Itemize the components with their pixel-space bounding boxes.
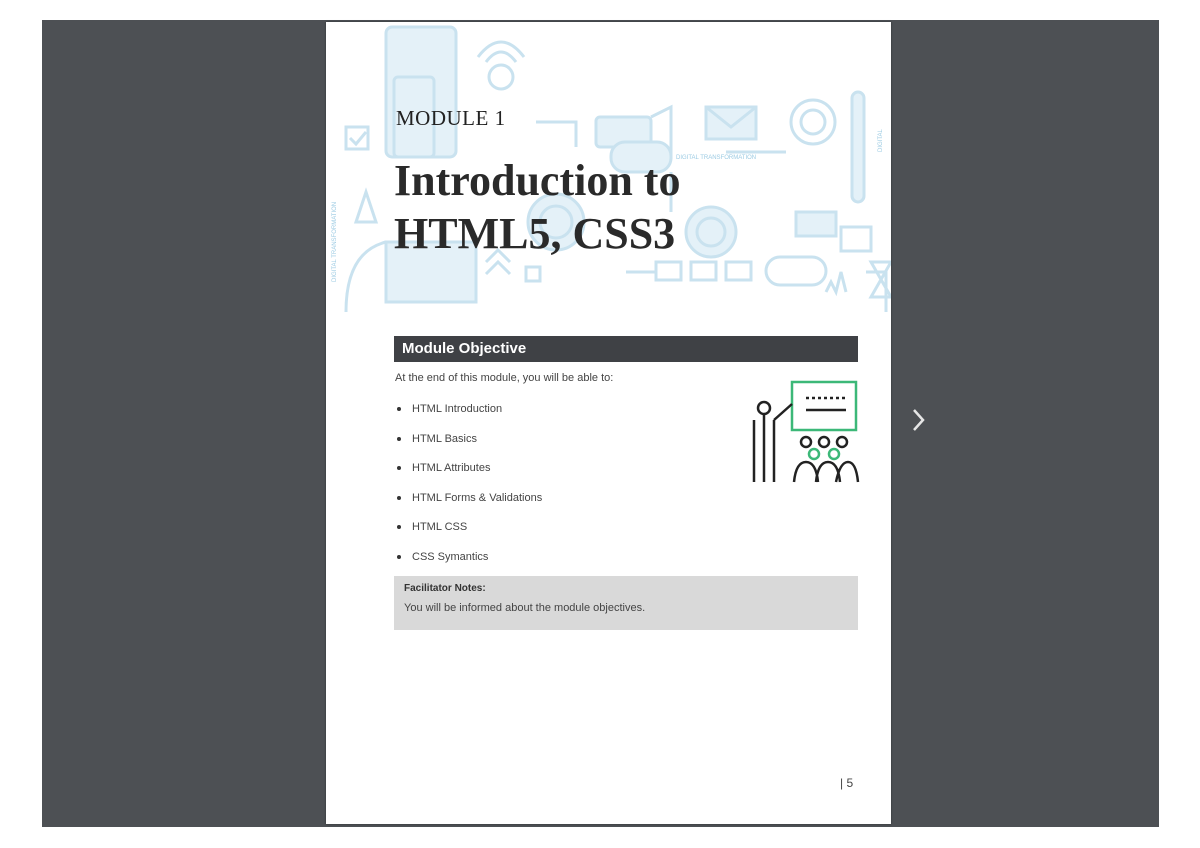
module-label: MODULE 1 <box>396 106 506 130</box>
presenter-icon <box>746 378 861 493</box>
objective-item: HTML Introduction <box>395 398 542 428</box>
objective-intro: At the end of this module, you will be able to: <box>395 372 614 384</box>
objective-header: Module Objective <box>394 336 858 362</box>
facilitator-notes <box>394 576 858 630</box>
objective-item: HTML Attributes <box>395 457 542 487</box>
objective-item: HTML CSS <box>395 516 542 546</box>
objective-item: HTML Basics <box>395 428 542 458</box>
page-number: | 5 <box>840 776 854 790</box>
document-page <box>326 22 891 824</box>
objective-list <box>395 398 542 575</box>
next-page-button[interactable] <box>903 400 933 440</box>
chevron-right-icon <box>903 400 933 440</box>
svg-text:DIGITAL: DIGITAL <box>878 129 884 152</box>
svg-text:DIGITAL TRANSFORMATION: DIGITAL TRANSFORMATION <box>332 201 338 282</box>
svg-text:DIGITAL TRANSFORMATION: DIGITAL TRANSFORMATION <box>676 155 757 161</box>
module-title: Introduction to HTML5, CSS3 <box>394 156 681 258</box>
notes-text: You will be informed about the module objectives. <box>404 602 646 614</box>
objective-item: HTML Forms & Validations <box>395 487 542 517</box>
notes-title: Facilitator Notes: <box>404 583 486 594</box>
objective-item: CSS Symantics <box>395 546 542 576</box>
